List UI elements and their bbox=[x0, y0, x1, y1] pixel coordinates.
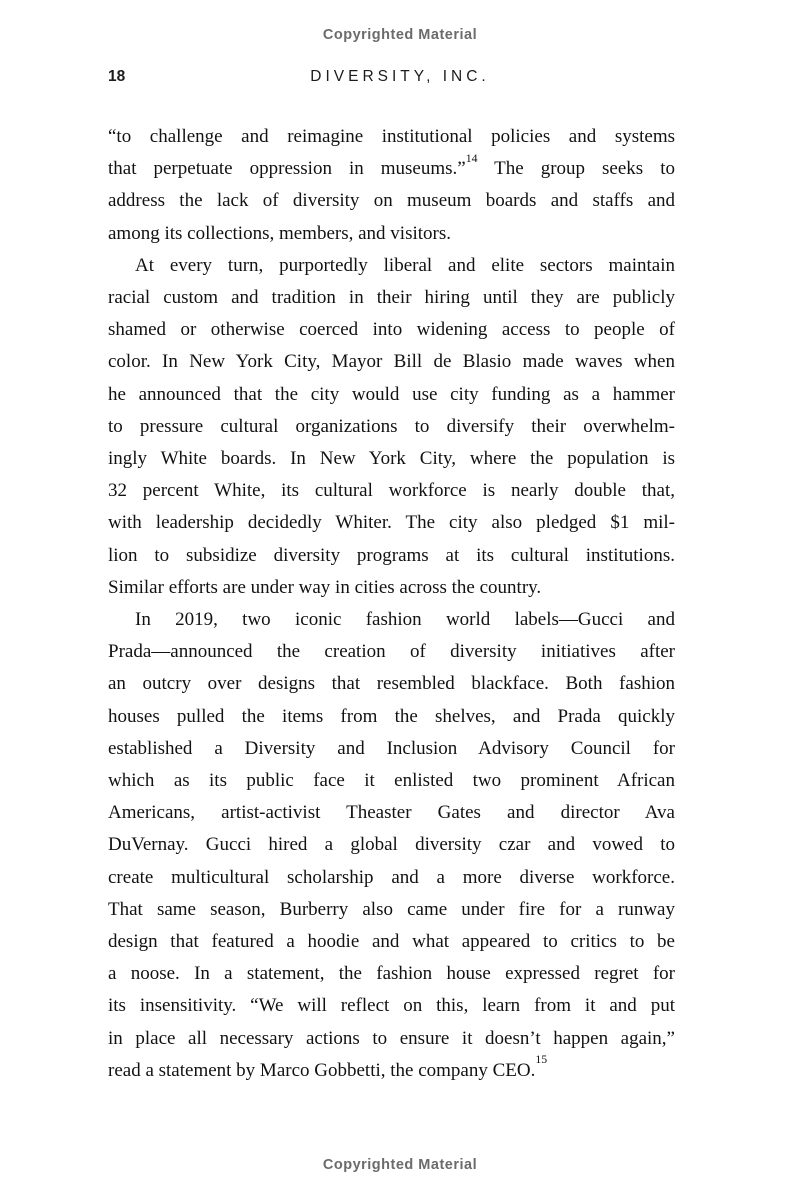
copyright-notice-bottom: Copyrighted Material bbox=[322, 1157, 478, 1173]
text-line: racial custom and tradition in their hiring until they are publicly bbox=[108, 287, 675, 309]
text-line: lion to subsidize diversity programs at its cultural institutions. bbox=[108, 544, 675, 566]
footnote-ref-15: 15 bbox=[535, 1053, 548, 1067]
text-line bbox=[108, 153, 675, 185]
text-line: Prada—announced the creation of diversity initiatives after bbox=[108, 641, 675, 663]
text-line: color. In New York City, Mayor Bill de Blasio made waves when bbox=[108, 351, 675, 373]
text-line: an outcry over designs that resembled blackface. Both fashion bbox=[108, 673, 675, 695]
text-line: shamed or otherwise coerced into widening access to people of bbox=[108, 319, 675, 341]
text-line: “to challenge and reimagine institutional policies and systems bbox=[108, 126, 675, 147]
text-segment: that perpetuate oppression in museums.” bbox=[108, 158, 466, 180]
text-line: with leadership decidedly Whiter. The city also pledged $1 mil- bbox=[108, 512, 675, 534]
text-segment: The group seeks to bbox=[477, 158, 675, 180]
text-line: houses pulled the items from the shelves, and Prada quickly bbox=[108, 705, 675, 727]
text-line: create multicultural scholarship and a more diverse workforce. bbox=[108, 866, 675, 888]
text-line: In 2019, two iconic fashion world labels—Gucci and bbox=[135, 609, 675, 631]
text-line: 32 percent White, its cultural workforce is nearly double that, bbox=[108, 480, 675, 502]
text-line: ingly White boards. In New York City, where the population is bbox=[108, 448, 675, 470]
text-line: DuVernay. Gucci hired a global diversity czar and vowed to bbox=[108, 834, 675, 856]
text-line: among its collections, members, and visitors. bbox=[108, 222, 452, 244]
running-header: DIVERSITY, INC. bbox=[310, 68, 490, 85]
footnote-ref-14: 14 bbox=[465, 151, 478, 165]
text-line: address the lack of diversity on museum boards and staffs and bbox=[108, 190, 675, 212]
text-line: At every turn, purportedly liberal and elite sectors maintain bbox=[135, 254, 675, 276]
paragraph bbox=[108, 121, 675, 250]
paragraph bbox=[108, 250, 675, 604]
copyright-notice-top: Copyrighted Material bbox=[322, 27, 478, 43]
text-segment: read a statement by Marco Gobbetti, the company CEO. bbox=[108, 1059, 536, 1081]
text-line: design that featured a hoodie and what appeared to critics to be bbox=[108, 931, 675, 953]
text-line: That same season, Burberry also came under fire for a runway bbox=[108, 898, 675, 920]
page-number: 18 bbox=[108, 68, 126, 85]
text-line: a noose. In a statement, the fashion house expressed regret for bbox=[108, 963, 675, 985]
text-line: its insensitivity. “We will reflect on this, learn from it and put bbox=[108, 995, 675, 1017]
text-line bbox=[108, 1055, 675, 1087]
text-line: which as its public face it enlisted two prominent African bbox=[108, 770, 675, 792]
body-text bbox=[108, 121, 675, 1087]
text-line: to pressure cultural organizations to diversify their overwhelm- bbox=[108, 415, 675, 437]
paragraph bbox=[108, 604, 675, 1087]
text-line: established a Diversity and Inclusion Advisory Council for bbox=[108, 737, 675, 759]
text-line: Americans, artist-activist Theaster Gates and director Ava bbox=[108, 802, 675, 824]
text-line: he announced that the city would use city funding as a hammer bbox=[108, 383, 675, 405]
text-line: in place all necessary actions to ensure it doesn’t happen again,” bbox=[108, 1027, 675, 1049]
text-line: Similar efforts are under way in cities across the country. bbox=[108, 576, 542, 598]
